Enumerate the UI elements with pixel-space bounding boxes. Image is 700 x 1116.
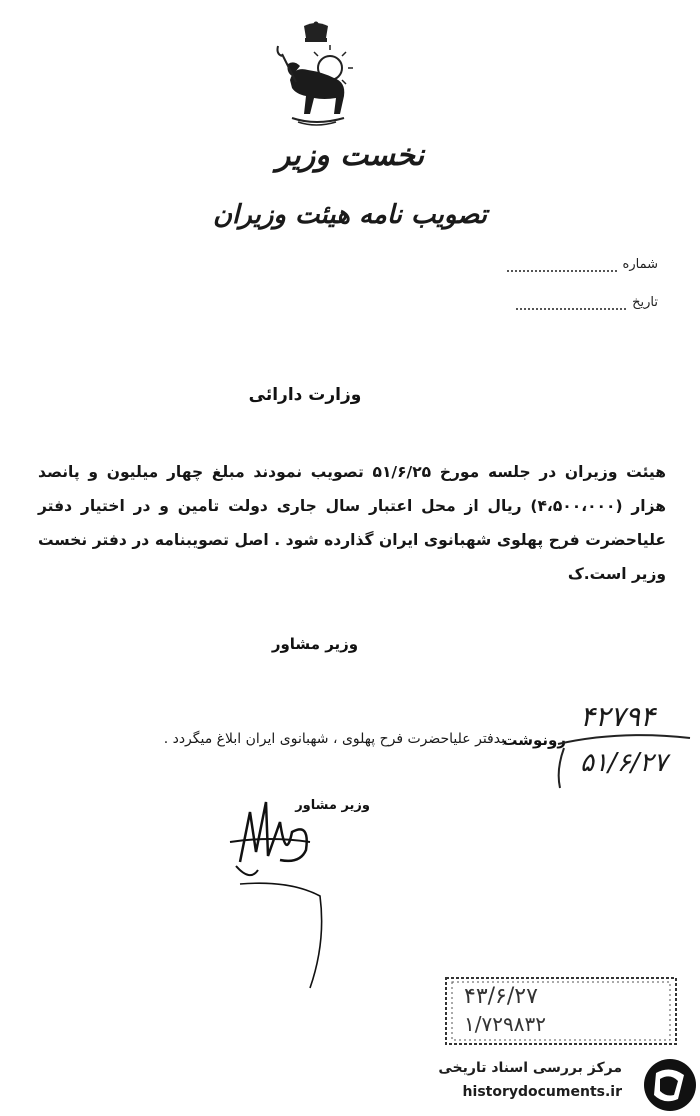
signer-title-second: وزیر مشاور xyxy=(295,798,370,813)
header-title: نخست وزیر xyxy=(275,138,425,173)
header-subtitle: تصویب نامه هیئت وزیران xyxy=(212,200,488,230)
signature xyxy=(210,792,340,992)
handwritten-registration xyxy=(550,700,695,792)
date-dotted-line xyxy=(516,296,626,310)
stamp-line-2: ۱/۷۲۹۸۳۲ xyxy=(464,1012,546,1036)
number-dotted-line xyxy=(507,258,617,272)
stamp-line-1: ۴۳/۶/۲۷ xyxy=(464,984,538,1009)
copy-text: بدفتر علیاحضرت فرح پهلوی ، شهبانوی ایران ابلاغ میگردد . xyxy=(163,731,505,747)
registration-stamp xyxy=(444,976,684,1048)
decree-body: هیئت وزیران در جلسه مورخ ۵۱/۶/۲۵ تصویب نمودند مبلغ چهار میلیون و پانصد هزار (۴،۵۰۰،۰۰۰) ریال از محل اعتبار سال جاری دولت تامین و در اختیار دفتر علیاحضرت فرح پهلوی شهبانوی ایران گذارده شود . اصل تصویبنامه در دفتر نخست وزیر است.ک xyxy=(38,463,666,583)
watermark-title: مرکز بررسی اسناد تاریخی xyxy=(438,1060,622,1076)
watermark-url: historydocuments.ir xyxy=(462,1084,622,1100)
lion-and-sun-emblem xyxy=(272,20,360,130)
date-label: تاریخ xyxy=(632,295,658,310)
date-row xyxy=(516,288,658,310)
number-row xyxy=(507,250,658,272)
ministry-heading: وزارت دارائی xyxy=(248,385,362,405)
handwritten-date: ۵۱/۶/۲۷ xyxy=(580,748,668,778)
copy-label: رونوشت xyxy=(502,731,566,749)
handwritten-number: ۴۲۷۹۴ xyxy=(580,700,656,733)
signer-title-first: وزیر مشاور xyxy=(271,635,359,653)
number-label: شماره xyxy=(622,257,658,272)
